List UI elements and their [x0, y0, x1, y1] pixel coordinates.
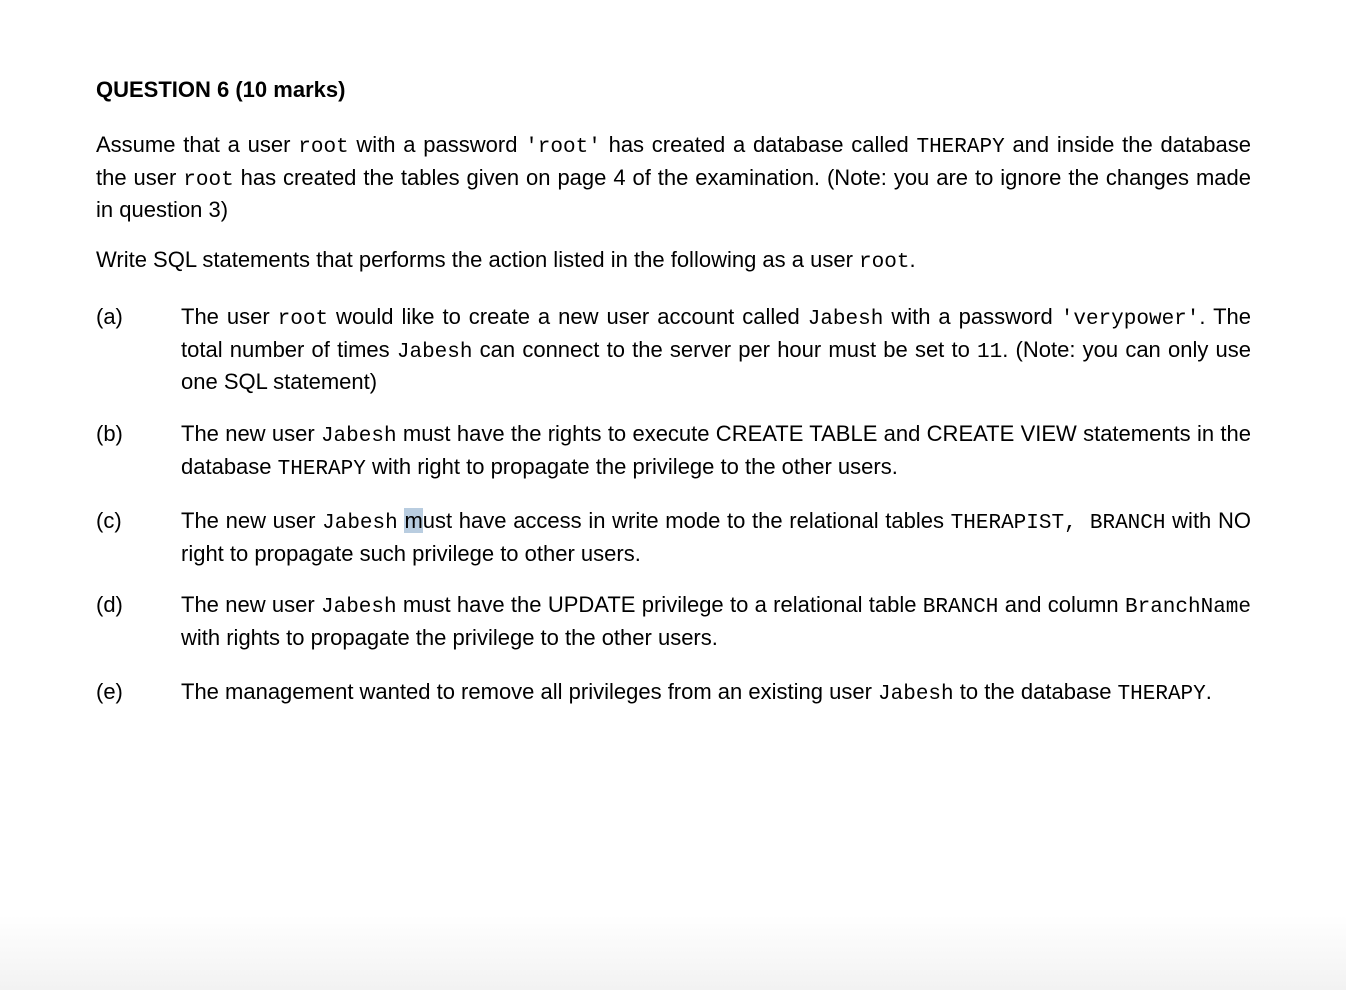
intro-code: root [183, 168, 234, 192]
intro-code: THERAPY [916, 136, 1005, 159]
item-d-code: BRANCH [922, 596, 999, 619]
item-a-code: 11 [977, 340, 1003, 364]
instruction-code: root [859, 251, 910, 274]
item-a-code: Jabesh [807, 308, 884, 331]
item-c-segment: ust have access in write mode to the relational tables [422, 508, 951, 533]
item-d-label: (d) [96, 592, 123, 617]
question-title: QUESTION 6 (10 marks) [96, 77, 346, 102]
item-a-text [181, 302, 1251, 397]
instruction-text: Write SQL statements that performs the action listed in the following as a user [96, 247, 860, 272]
item-c-text [181, 506, 1251, 568]
item-d-segment: with rights to propagate the privilege to the other users. [181, 624, 718, 650]
item-a-segment: can connect to the server per hour must be set to [472, 336, 978, 362]
item-a-code: Jabesh [396, 340, 473, 364]
item-a-segment: would like to create a new user account called [328, 304, 808, 329]
item-c-segment: with NO right to propagate such privilege to other users. [181, 508, 1251, 566]
instruction-text: . [909, 247, 916, 272]
item-d-code: Jabesh [321, 596, 397, 619]
intro-text: Assume that a user [96, 132, 299, 157]
item-e-code: THERAPY [1117, 683, 1206, 706]
item-d-segment: must have the UPDATE privilege to a relational table [396, 592, 923, 617]
item-a-segment: . (Note: you can only use one SQL statement) [181, 336, 1251, 394]
item-c-segment: The new user [181, 508, 323, 533]
item-d-text [181, 590, 1251, 652]
intro-paragraph [96, 130, 1251, 225]
item-e-text [181, 677, 1251, 710]
intro-code: root [298, 136, 349, 159]
item-b-text [181, 419, 1251, 484]
item-d-code: BranchName [1124, 596, 1252, 619]
item-c-label: (c) [96, 508, 122, 533]
item-b-segment: with right to propagate the privilege to the other users. [365, 453, 898, 479]
instruction-paragraph [96, 245, 1251, 278]
item-e-segment: . [1205, 679, 1212, 704]
item-b-code: THERAPY [277, 457, 366, 481]
item-e-segment: to the database [953, 679, 1118, 704]
item-b-code: Jabesh [320, 425, 397, 448]
intro-text: has created the tables given on page 4 of the examination. (Note: you are to ignore the changes made in question 3) [96, 164, 1252, 222]
item-a-segment: with a password [883, 304, 1061, 329]
item-a-code: 'verypower' [1060, 308, 1200, 331]
item-a-label: (a) [96, 304, 123, 329]
item-a-code: root [277, 308, 329, 331]
item-b-label: (b) [96, 421, 123, 446]
text-selection-highlight: m [404, 508, 423, 533]
item-c-code: Jabesh [322, 512, 398, 535]
item-b-segment: The new user [181, 421, 321, 446]
item-e-code: Jabesh [878, 683, 954, 706]
intro-text: with a password [348, 132, 526, 157]
item-a-segment: The user [181, 304, 278, 329]
item-e-label: (e) [96, 679, 123, 704]
intro-text: has created a database called [600, 132, 917, 157]
item-a-segment: . The total number of times [181, 304, 1251, 362]
item-c-code: THERAPIST, BRANCH [950, 512, 1166, 535]
item-d-segment: and column [998, 592, 1125, 617]
intro-code: 'root' [525, 136, 601, 159]
item-e-segment: The management wanted to remove all privileges from an existing user [181, 679, 879, 704]
item-d-segment: The new user [181, 592, 321, 617]
intro-text: and inside the database the user [96, 132, 1252, 190]
item-b-segment: must have the rights to execute CREATE TABLE and CREATE VIEW statements in the database [181, 421, 1251, 479]
